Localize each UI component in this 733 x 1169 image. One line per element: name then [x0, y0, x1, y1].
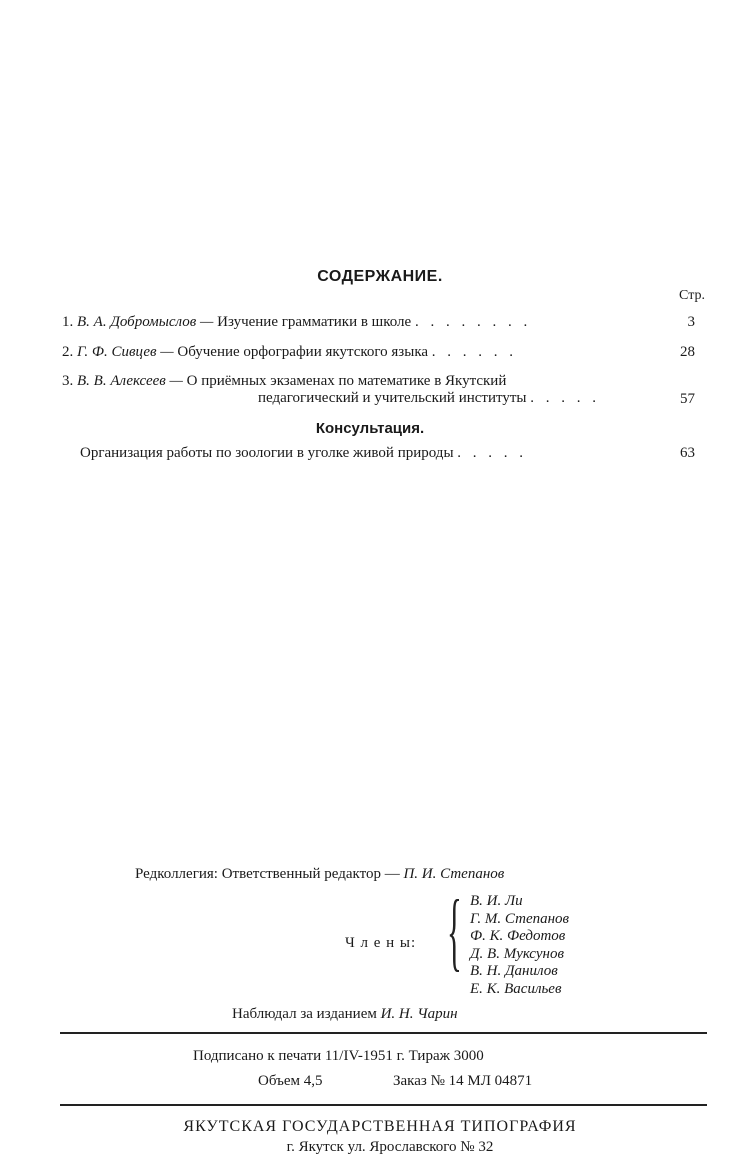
supervisor-line: [232, 1006, 458, 1023]
toc-dash: —: [160, 344, 174, 360]
member: Г. М. Степанов: [470, 910, 570, 927]
member: В. И. Ли: [470, 893, 523, 909]
toc-entry-2[interactable]: [62, 344, 517, 361]
toc-page-2: 28: [680, 344, 695, 360]
member: Ф. К. Федотов: [470, 928, 566, 944]
supervisor-name: И. Н. Чарин: [380, 1006, 458, 1022]
divider-top: [60, 1032, 707, 1034]
toc-number: 2.: [62, 344, 74, 360]
members-label: Ч л е н ы:: [345, 935, 417, 951]
toc-leader: . . . . .: [530, 390, 600, 406]
toc-entry-3[interactable]: [62, 373, 506, 390]
toc-author: В. В. Алексеев: [77, 373, 166, 389]
imprint-order: Заказ № 14 МЛ 04871: [393, 1073, 533, 1089]
imprint-volume: Объем 4,5: [258, 1073, 323, 1089]
toc-title: Обучение орфографии якутского языка: [177, 344, 429, 360]
toc-leader: . . . . . .: [431, 344, 518, 360]
toc-leader: . . . . .: [457, 445, 528, 461]
members-brace: {: [447, 883, 462, 980]
editorial-label: Редколлегия: Ответственный редактор —: [135, 866, 400, 882]
toc-title: Организация работы по зоологии в уголке живой природы: [80, 445, 454, 461]
members-list: [470, 893, 569, 998]
toc-title-continued: педагогический и учительский институты: [258, 390, 527, 406]
consultation-heading: Консультация.: [315, 420, 425, 437]
contents-title: СОДЕРЖАНИЕ.: [317, 268, 443, 285]
page-column-header: Стр.: [679, 288, 705, 303]
toc-leader: . . . . . . . .: [414, 314, 532, 330]
member: Е. К. Васильев: [470, 980, 562, 997]
member: Д. В. Муксунов: [470, 945, 564, 962]
printer-address: г. Якутск ул. Ярославского № 32: [286, 1139, 494, 1155]
editorial-line: [135, 866, 504, 883]
toc-number: 3.: [62, 373, 74, 389]
toc-entry-1[interactable]: [62, 314, 531, 331]
member: В. Н. Данилов: [470, 963, 558, 979]
toc-page-1: 3: [687, 314, 695, 330]
toc-entry-3-continued: [258, 390, 600, 407]
toc-page-3: 57: [680, 391, 695, 407]
editor-in-chief: П. И. Степанов: [403, 866, 505, 882]
supervisor-label: Наблюдал за изданием: [232, 1006, 377, 1022]
toc-dash: —: [169, 373, 183, 389]
toc-title: О приёмных экзаменах по математике в Якутский: [186, 373, 507, 389]
toc-dash: —: [200, 314, 214, 330]
toc-number: 1.: [62, 314, 74, 330]
toc-entry-consultation[interactable]: [80, 445, 527, 462]
divider-bottom: [60, 1104, 707, 1106]
imprint-signed: Подписано к печати 11/IV-1951 г. Тираж 3000: [193, 1048, 484, 1064]
toc-author: Г. Ф. Сивцев: [77, 344, 157, 360]
toc-title: Изучение грамматики в школе: [217, 314, 412, 330]
toc-author: В. А. Добромыслов: [77, 314, 197, 330]
toc-page-consultation: 63: [680, 445, 695, 461]
printer-name: ЯКУТСКАЯ ГОСУДАРСТВЕННАЯ ТИПОГРАФИЯ: [183, 1118, 577, 1135]
